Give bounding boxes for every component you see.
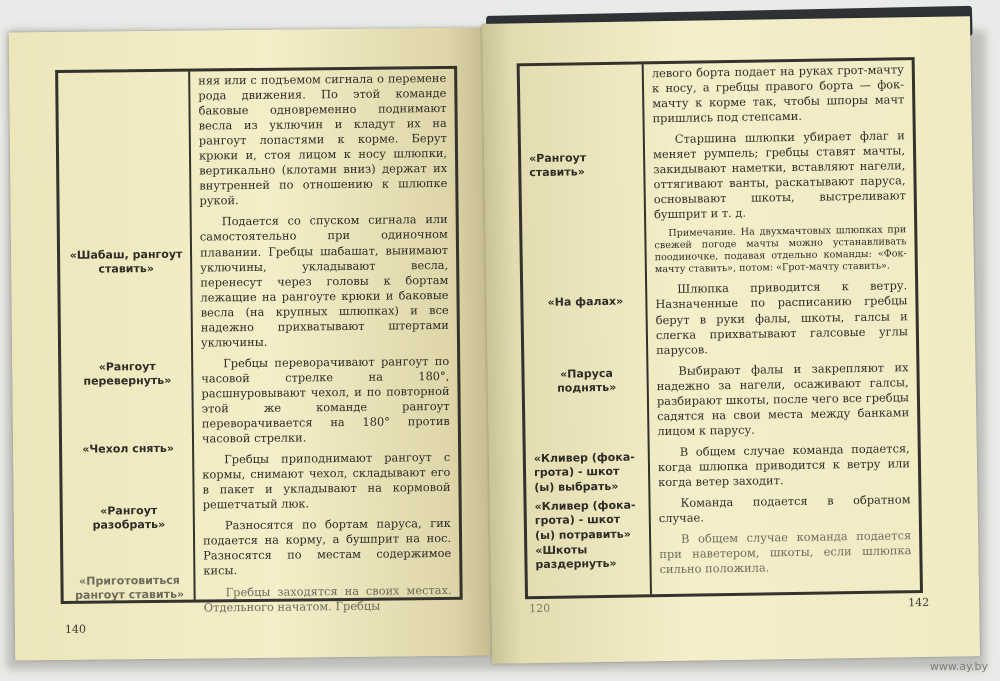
right-text-column xyxy=(644,60,920,594)
command-chehol-snyat: «Чехол снять» xyxy=(82,441,174,456)
command-na-falah: «На фалах» xyxy=(547,294,624,309)
command-rangout-stavit: «Рангоут ставить» xyxy=(529,151,587,180)
text-paragraph: В общем случае команда подается, когда шлюпка приводится к ветру или когда ветер заходит. xyxy=(657,441,911,490)
command-rangout-razobrat: «Рангоут разобрать» xyxy=(92,503,166,532)
text-paragraph: Подается со спуском сигнала или самостоятельно при одиночном плавании. Гребцы шабашат, вынимают уключины, укладывают весла, перенесут через головы к бортам лежащие на рангоуте крюки и баковые весла (на крупных шлюпках) и все надежно прихватывают штертами уключины. xyxy=(199,212,449,350)
command-shabash: «Шабаш, рангоут ставить» xyxy=(69,247,183,276)
command-prigotovitsya: «Приготовиться рангоут ставить» xyxy=(75,573,185,603)
left-page xyxy=(9,28,492,661)
command-kliver-potravit: «Кливер (фока-грота) - шкот (ы) потравить» xyxy=(534,498,636,542)
command-rangout-perevernut: «Рангоут перевернуть» xyxy=(83,359,172,389)
watermark: www.ay.by xyxy=(929,660,988,673)
command-shkoty-razdernut: «Шкоты раздернуть» xyxy=(535,543,617,572)
command-kliver-vybrat: «Кливер (фока-грота) - шкот (ы) выбрать» xyxy=(533,450,635,494)
text-paragraph: В общем случае команда подается при наветером, шкоты, если шлюпка сильно положила. xyxy=(659,528,912,577)
text-paragraph: Гребцы переворачивают рангоут по часовой стрелке на 180°, расшнуровывают чехол, и по повторной этой же команде рангоут переворачивается на 180° против часовой стрелки. xyxy=(201,353,450,446)
right-table xyxy=(517,57,923,599)
command-parusa-podnyat: «Паруса поднять» xyxy=(557,366,617,396)
text-paragraph: Шлюпка приводится к ветру. Назначенные по расписанию гребцы берут в руки фалы, шкоты, галсы и слегка прихватывают галсовые углы парусов. xyxy=(655,278,908,357)
page-number: 142 xyxy=(908,595,930,610)
text-paragraph: Команда подается в обратном случае. xyxy=(658,492,911,526)
right-page xyxy=(482,16,980,664)
page-number-faint: 120 xyxy=(529,601,551,616)
text-paragraph: Выбирают фалы и закрепляют их надежно за нагели, осаживают галсы, разбирают шкоты, после чего все гребцы садятся на свои места между банками лицом к парусу. xyxy=(656,359,910,438)
left-command-column xyxy=(58,72,196,601)
text-paragraph: Разносятся по бортам паруса, гик подается на корму, а бушприт на нос. Разносятся по местам содержимое кисы. xyxy=(202,516,452,578)
text-paragraph: Гребцы приподнимают рангоут с кормы, снимают чехол, складывают его в пакет и укладывают на кормовой решетчатый люк. xyxy=(202,450,451,512)
left-table xyxy=(55,66,463,615)
right-command-column xyxy=(520,64,652,596)
page-number: 140 xyxy=(64,622,87,636)
text-paragraph: левого борта подает на руках грот-мачту к носу, а гребцы правого борта — фок-мачту к корме так, чтобы шпоры мачт пришлись под степсами. xyxy=(651,62,905,126)
note-paragraph: Примечание. На двухмачтовых шлюпках при свежей погоде мачты можно устанавливать поодиночке, подавая отдельно команды: «Фок-мачту ставить», потом: «Грот-мачту ставить». xyxy=(654,224,907,276)
text-paragraph: няя или с подъемом сигнала о перемене рода движения. По этой команде баковые одновременно поднимают весла из уключин и кладут их на рангоут лопастями к корме. Берут крюки и, стоя лицом к носу шлюпки, вертикально (клотами вниз) держат их внутренней по отношению к шлюпке рукой. xyxy=(198,70,448,208)
text-paragraph: Гребцы заходятся на своих местах. Отдельного начатом. Гребцы xyxy=(203,582,452,615)
left-text-column xyxy=(190,69,460,615)
text-paragraph: Старшина шлюпки убирает флаг и меняет румпель; гребцы ставят мачты, закидывают наметки, вставляют нагели, оттягивают ванты, раскатывают паруса, основывают шкоты, выстреливают бушприт и т. д. xyxy=(652,128,906,222)
